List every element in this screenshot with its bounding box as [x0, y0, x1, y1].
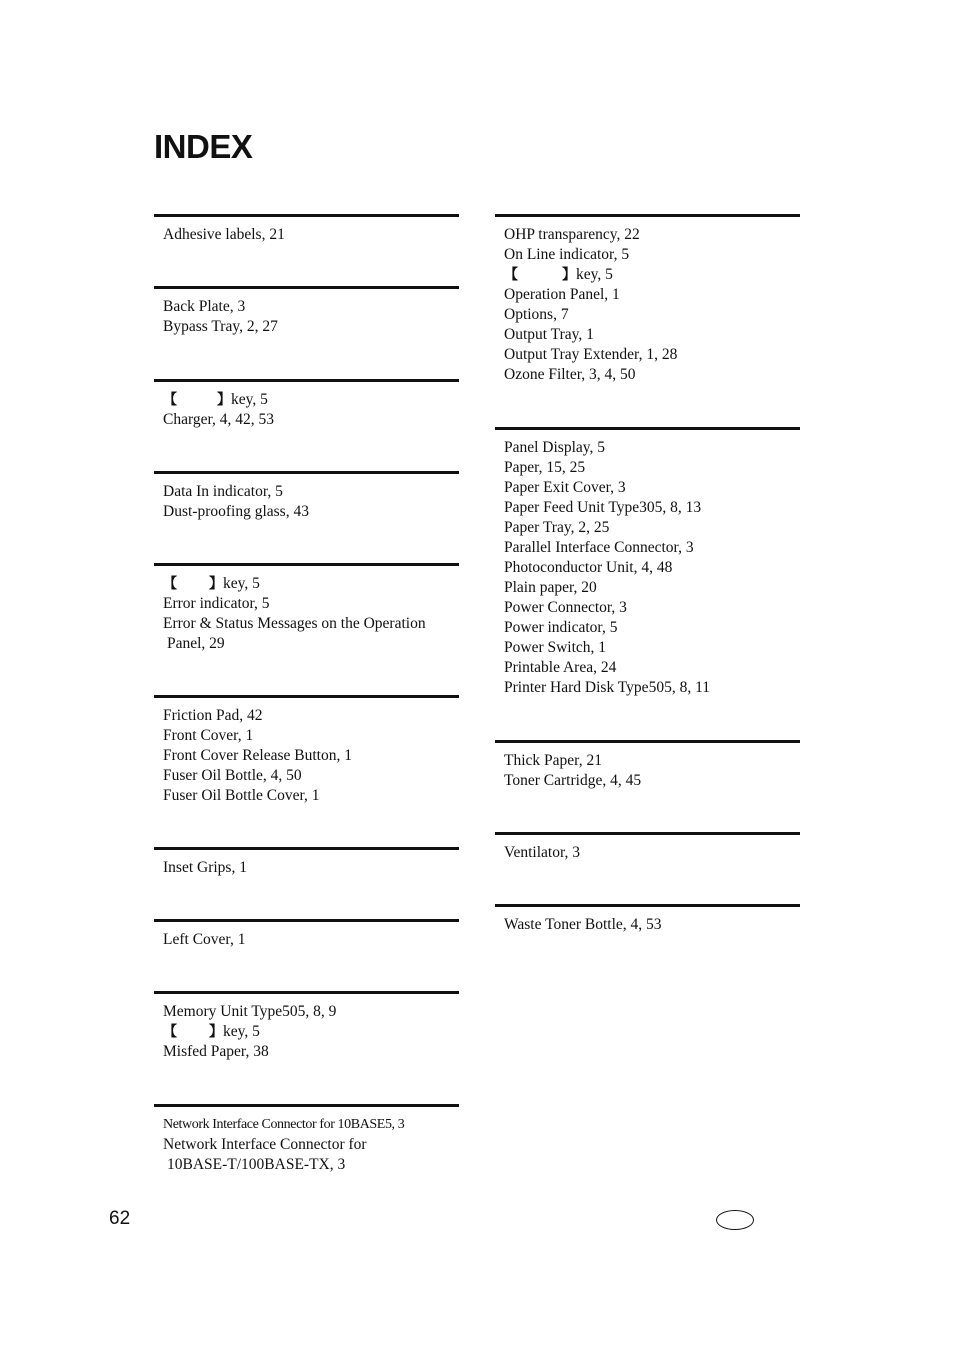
index-entry: Error indicator, 5	[163, 595, 270, 612]
key-entry	[504, 265, 800, 285]
index-entry: Back Plate, 3	[163, 298, 246, 315]
entry-list	[154, 922, 459, 950]
index-entry: Panel Display, 5	[504, 439, 606, 456]
index-entry: Friction Pad, 42	[163, 707, 263, 724]
index-entry: On Line indicator, 5	[504, 246, 630, 263]
index-entry: Fuser Oil Bottle Cover, 1	[163, 787, 320, 804]
index-entry: Bypass Tray, 2, 27	[163, 318, 278, 335]
key-bracket-open: 【	[163, 392, 177, 408]
index-entry: Fuser Oil Bottle, 4, 50	[163, 767, 302, 784]
index-entry: Operation Panel, 1	[504, 286, 620, 303]
key-entry-suffix: key, 5	[223, 575, 260, 592]
key-entry	[163, 390, 459, 410]
entry-list	[495, 430, 800, 698]
index-entry: Inset Grips, 1	[163, 859, 247, 876]
index-group-f	[154, 695, 459, 847]
entry-list	[154, 217, 459, 245]
index-entry: Waste Toner Bottle, 4, 53	[504, 916, 662, 933]
entry-list	[495, 743, 800, 791]
index-entry: Power Connector, 3	[504, 599, 627, 616]
page-number: 62	[109, 1208, 131, 1229]
index-heading: INDEX	[154, 128, 253, 165]
index-group-c	[154, 379, 459, 471]
entry-list	[495, 217, 800, 385]
key-entry	[163, 574, 459, 594]
index-entry: Paper Tray, 2, 25	[504, 519, 610, 536]
index-entry-continuation: 10BASE-T/100BASE-TX, 3	[167, 1156, 346, 1173]
index-group-d	[154, 471, 459, 563]
index-entry: Options, 7	[504, 306, 569, 323]
index-group-m	[154, 991, 459, 1103]
entry-list	[154, 994, 459, 1062]
key-entry-suffix: key, 5	[576, 266, 613, 283]
entry-list	[154, 474, 459, 522]
key-entry-suffix: key, 5	[223, 1023, 260, 1040]
language-tab-icon	[716, 1210, 754, 1230]
index-entry: Charger, 4, 42, 53	[163, 411, 275, 428]
index-entry: Ventilator, 3	[504, 844, 581, 861]
index-entry-continuation: Panel, 29	[167, 635, 225, 652]
index-entry: Toner Cartridge, 4, 45	[504, 772, 642, 789]
entry-list	[154, 1107, 459, 1175]
key-bracket-open: 【	[163, 576, 177, 592]
index-group-a	[154, 214, 459, 286]
index-entry: Memory Unit Type505, 8, 9	[163, 1003, 337, 1020]
index-group-n	[154, 1104, 459, 1184]
index-entry: Front Cover, 1	[163, 727, 254, 744]
index-entry: Thick Paper, 21	[504, 752, 602, 769]
index-group-i	[154, 847, 459, 919]
index-entry: Output Tray, 1	[504, 326, 594, 343]
entry-list	[154, 698, 459, 806]
index-entry: Error & Status Messages on the Operation	[163, 615, 426, 632]
index-entry: Data In indicator, 5	[163, 483, 283, 500]
index-entry: Misfed Paper, 38	[163, 1043, 269, 1060]
index-group-w	[495, 904, 800, 964]
index-entry: Printer Hard Disk Type505, 8, 11	[504, 679, 710, 696]
entry-list	[154, 850, 459, 878]
key-bracket-open: 【	[163, 1024, 177, 1040]
index-group-t	[495, 740, 800, 832]
key-bracket-close: 】	[217, 392, 231, 408]
index-entry: Photoconductor Unit, 4, 48	[504, 559, 673, 576]
index-entry: Dust-proofing glass, 43	[163, 503, 309, 520]
index-group-p	[495, 427, 800, 740]
key-bracket-close: 】	[562, 267, 576, 283]
entry-list	[154, 382, 459, 430]
index-group-l	[154, 919, 459, 991]
index-entry: Ozone Filter, 3, 4, 50	[504, 366, 636, 383]
index-entry: Paper, 15, 25	[504, 459, 586, 476]
index-group-v	[495, 832, 800, 904]
index-entry: Plain paper, 20	[504, 579, 597, 596]
key-entry-suffix: key, 5	[231, 391, 268, 408]
index-entry: Front Cover Release Button, 1	[163, 747, 352, 764]
index-group-e	[154, 563, 459, 695]
index-group-o	[495, 214, 800, 427]
index-entry: Network Interface Connector for	[163, 1136, 367, 1153]
entry-list	[495, 907, 800, 935]
index-entry: Output Tray Extender, 1, 28	[504, 346, 678, 363]
index-entry: Paper Feed Unit Type305, 8, 13	[504, 499, 702, 516]
entry-list	[154, 289, 459, 337]
key-bracket-close: 】	[209, 1024, 223, 1040]
entry-list	[154, 566, 459, 654]
key-bracket-close: 】	[209, 576, 223, 592]
key-bracket-open: 【	[504, 267, 518, 283]
key-entry	[163, 1022, 459, 1042]
index-entry: Network Interface Connector for 10BASE5, 3	[163, 1117, 405, 1132]
index-entry: Adhesive labels, 21	[163, 226, 285, 243]
index-entry: Printable Area, 24	[504, 659, 617, 676]
index-entry: Parallel Interface Connector, 3	[504, 539, 694, 556]
index-entry: Left Cover, 1	[163, 931, 246, 948]
index-entry: Paper Exit Cover, 3	[504, 479, 626, 496]
entry-list	[495, 835, 800, 863]
index-group-b	[154, 286, 459, 378]
index-entry: Power Switch, 1	[504, 639, 607, 656]
index-entry: Power indicator, 5	[504, 619, 618, 636]
index-entry: OHP transparency, 22	[504, 226, 640, 243]
